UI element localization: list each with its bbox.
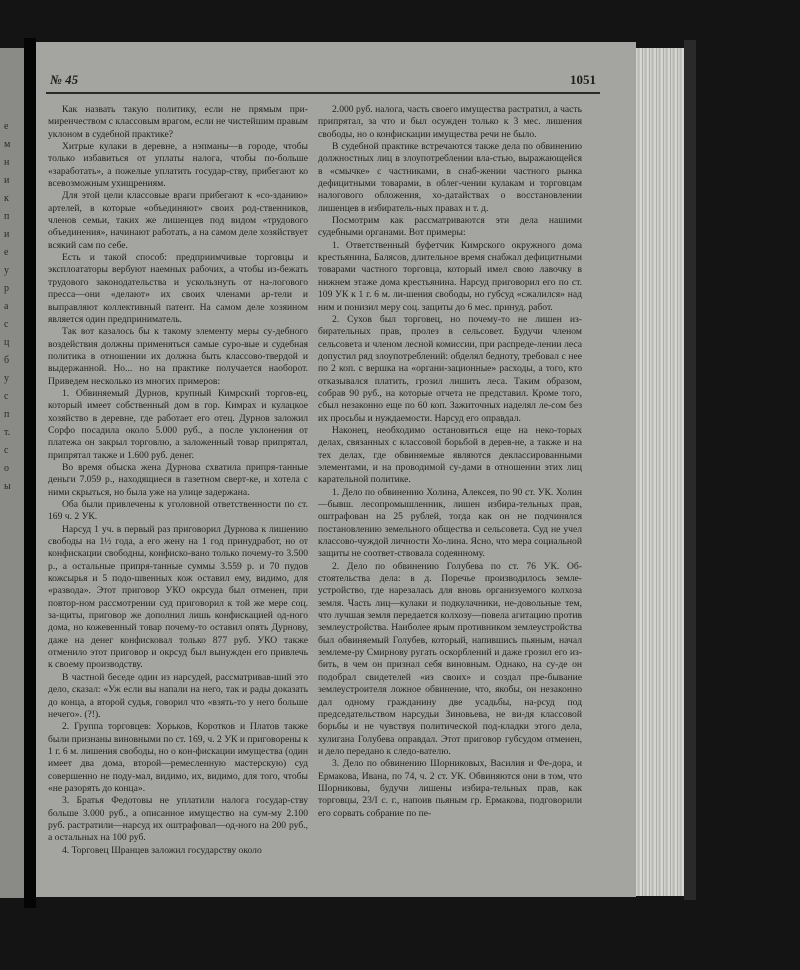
line-fragment: с (4, 445, 9, 456)
paragraph: 1. Обвиняемый Дурнов, крупный Кимрский торгов-ец, который имеет собственный дом в гор. Кимрах и кулацкое хозяйство в деревне, где работает его отец. Дурнов заложил Сорфо посадила около 5.000 руб., а после уклонения от платежа он закрыл торговлю, а заложенный товар припрятал, припрятал также и 1.600 руб. денег. (48, 387, 308, 461)
paragraph: 3. Братья Федотовы не уплатили налога государ-ству больше 3.000 руб., а описанное имущество на сум-му 2.100 руб. растратили—нарсуд их оштрафовал—од-ного на 200 руб., а остальных на 100 руб. (48, 795, 308, 844)
line-fragment: м (4, 139, 11, 150)
paragraph: Для этой цели классовые враги прибегают к «со-зданию» артелей, в которые «объединяют» своих род-ственников, членов семьи, таких же лишенцев под видом «трудового объединения», начинают работать, а на самом деле хозяйствует всякий сам по себе. (48, 190, 308, 251)
line-fragment: о (4, 463, 9, 474)
line-fragment: а (4, 301, 9, 312)
line-fragment: п (4, 409, 10, 420)
paragraph: Хитрые кулаки в деревне, а нэпманы—в городе, чтобы только избавиться от уплаты налога, чтобы по-больше «заработать», а пожелые уплатить государ-ству, прибегают ко всевозможным ухищрениям. (48, 141, 308, 190)
right-column (318, 104, 582, 894)
page-stack-edges (636, 48, 684, 896)
document-page (36, 42, 636, 897)
line-fragment: н (4, 157, 10, 168)
paragraph: Во время обыска жена Дурнова схватила припря-танные деньги 7.059 р., находящиеся в газетном сверт-ке, и хотела с ними скрыться, но была уже на улице задержана. (48, 461, 308, 498)
line-fragment: с (4, 391, 9, 402)
paragraph: В судебной практике встречаются также дела по обвинению должностных лиц в злоупотреблении вла-стью, выражающейся в «смычке» с частниками, в снаб-жении частного рынка дефицитными товарами, в облег-чении кулакам и торговцам налогового обложения, хо-датайствах о восстановлении лишенцев в избиратель-ных правах и т. д. (318, 141, 582, 214)
line-fragment: т. (4, 427, 11, 438)
previous-page-fragments (4, 118, 22, 496)
paragraph: Как назвать такую политику, если не прямым при-миренчеством с классовым врагом, если не чистейшим правым уклоном в судебной практике? (48, 104, 308, 140)
paragraph: 4. Торговец Шранцев заложил государству около (62, 844, 262, 856)
paragraph: 1. Дело по обвинению Холина, Алексея, по 90 ст. УК. Холин—бывш. лесопромышленник, лишен избира-тельных прав, оштрафован на 25 рублей, тогда как он не подчинялся постановлению земельного общества и сельсовета. Суд не учел классово-чуждой личности Хо-лина. Ясно, что мера социальной защиты не соответ-ствовала содеянному. (318, 486, 582, 560)
line-fragment: п (4, 211, 10, 222)
left-column (48, 104, 308, 894)
paragraph: 2.000 руб. налога, часть своего имущества растратил, а часть припрятал, за что и был осужден только к 3 мес. лишения свободы, но о конфискации имущества речи не было. (318, 104, 582, 140)
paragraph: В частной беседе один из нарсудей, рассматривав-ший это дело, сказал: «Уж если вы напали на него, так и рады доказать до конца, а второй судья, говорил что «взять-то у него больше нечего». (?!). (48, 671, 308, 720)
line-fragment: к (4, 193, 9, 204)
line-fragment: б (4, 355, 10, 366)
line-fragment: ц (4, 337, 10, 348)
paragraph: Есть и такой способ: предприимчивые торговцы и эксплоататоры вербуют наемных рабочих, а чтобы из-бежать трудового законодательства и ускользнуть от на-логового пресса—они «делают» их своих членами ар-тели и выправляют коллективный патент. На самом деле хозяином является один предприниматель. (48, 252, 308, 325)
line-fragment: ы (4, 481, 11, 492)
paragraph: 2. Группа торговцев: Хорьков, Коротков и Платов также были признаны виновными по ст. 169, ч. 2 УК и приговорены к 1 г. 6 м. лишения свободы, но о кон-фискации имущества (один имеет два дома, второй—ремесленную мастерскую) суд совершенно не поду-мал, видимо, их, видимо, для того, чтобы «не разорять до конца». (48, 721, 308, 794)
paragraph: Так вот казалось бы к такому элементу меры су-дебного воздействия должны применяться самые суро-вые и судебная политика в отношении их должна быть классово-твердой и выдержанной. Но... но на практике получается наоборот. Приведем несколько из многих примеров: (48, 326, 308, 387)
paragraph: 1. Ответственный буфетчик Кимрского окружного дома крестьянина, Балясов, длительное время снабжал дефицитными товарами частного торговца, который имел свою лавочку в нижнем этаже дома крестьянина. Нарсуд приговорил его по ст. 109 УК к 1 г. 6 м. ли-шения свободы, но губсуд «сжалился» над ним и понизил меру соц. защиты до 6 мес. принуд. работ. (318, 239, 582, 313)
line-fragment: у (4, 265, 9, 276)
line-fragment: е (4, 121, 9, 132)
line-fragment: у (4, 373, 9, 384)
line-fragment: е (4, 247, 9, 258)
paragraph: Наконец, необходимо остановиться еще на неко-торых делах, связанных с классовой борьбой в дерев-не, а также и на тех делах, где обвиняемые являются деклассированными элементами, и на проводимой су-дами в отношении этих лиц карательной политике. (318, 424, 582, 486)
paragraph: 3. Дело по обвинению Шорниковых, Василия и Фе-дора, и Ермакова, Ивана, по 74, ч. 2 ст. УК. Обвиняются они в том, что Шорниковы, будучи лишены избира-тельных прав, как торговцы, 23/I с. г., напоив пьяным гр. Ермакова, подговорили его сорвать собрание по пе- (318, 758, 582, 819)
line-fragment: и (4, 229, 10, 240)
page-number: 1051 (570, 72, 596, 87)
cover-edge (684, 40, 696, 900)
previous-page-edge (0, 48, 24, 898)
line-fragment: и (4, 175, 10, 186)
paragraph: Оба были привлечены к уголовной ответственности по ст. 169 ч. 2 УК. (48, 499, 308, 523)
line-fragment: р (4, 283, 9, 294)
issue-number: № 45 (50, 72, 79, 87)
paragraph: 2. Дело по обвинению Голубева по ст. 76 УК. Об-стоятельства дела: в д. Поречье производилось земле-устройство, где нарезалась для вновь организуемого колхоза земля. Часть лиц—кулаки и подкулачники, не-довольные тем, что лучшая земля передается колхозу—повела агитацию против землеустройства. Наиболее ярым противником землеустройства был обвиняемый Голубев, который, напившись пьяным, начал землеме-ру Смирнову ругать оскорблений и даже грозил его из-бить, в чем он признал себя виновным. Однако, на су-де он подобрал свидетелей «из своих» и создал пре-бывание землеустроителя ложное обвинение, что, якобы, он незаконно дал одному гражданину две усадьбы, на-рсуд под председательством нарсудьи Зиновьева, не ви-дя классовой борьбы и не чувствуя политической под-кладки этого дела, хулигана Голубева оправдал. Этот приговор губсудом отменен, и дело передано к следо-вателю. (318, 560, 582, 757)
paragraph: Посмотрим как рассматриваются эти дела нашими судебными органами. Вот примеры: (318, 215, 582, 239)
paragraph: 2. Сухов был торговец, но почему-то не лишен из-бирательных прав, пролез в сельсовет. Будучи членом сельсовета и членом лесной комиссии, при распреде-лении леса допустил ряд злоупотреблений: обделял бедноту, требовал с нее по 2 коп. с вершка на «органи-зационные» расходы, а того, кто отказывался платить, грозил лишить леса. Таким образом, собрав 90 руб., на которые отчета не представил. Кроме того, сбыл незаконно еще по 60 коп. Зажиточных наделял ле-сом без их просьбы и нуждаемости. Нарсуд его оправдал. (318, 313, 582, 424)
header-rule (46, 92, 600, 94)
book-spine (24, 38, 36, 908)
paragraph: Нарсуд 1 уч. в первый раз приговорил Дурнова к лишению свободы на 1½ года, а его жену на 1 год принудработ, но от конфискации свободны, конфиско-вано только почему-то 3.500 р., а остальные припря-танные суммы 3.559 р. и 70 пудов кожсырья и 5 подо-швенных кож оставил ему, видимо, для «развода». Этот приговор УКО окрсуда был отменен, при повтор-ном рассмотрении суд приговорил к той же мере соц. за-щиты, приговор же дополнил лишь конфискацией од-ного дома, но кожевенный товар почему-то оставил опять Дурнову, даже на денег конфисковал только 877 руб. УКО также отменило этот приговор и окрсуд был вынужден его привлечь к своему производству. (48, 523, 308, 671)
line-fragment: с (4, 319, 9, 330)
